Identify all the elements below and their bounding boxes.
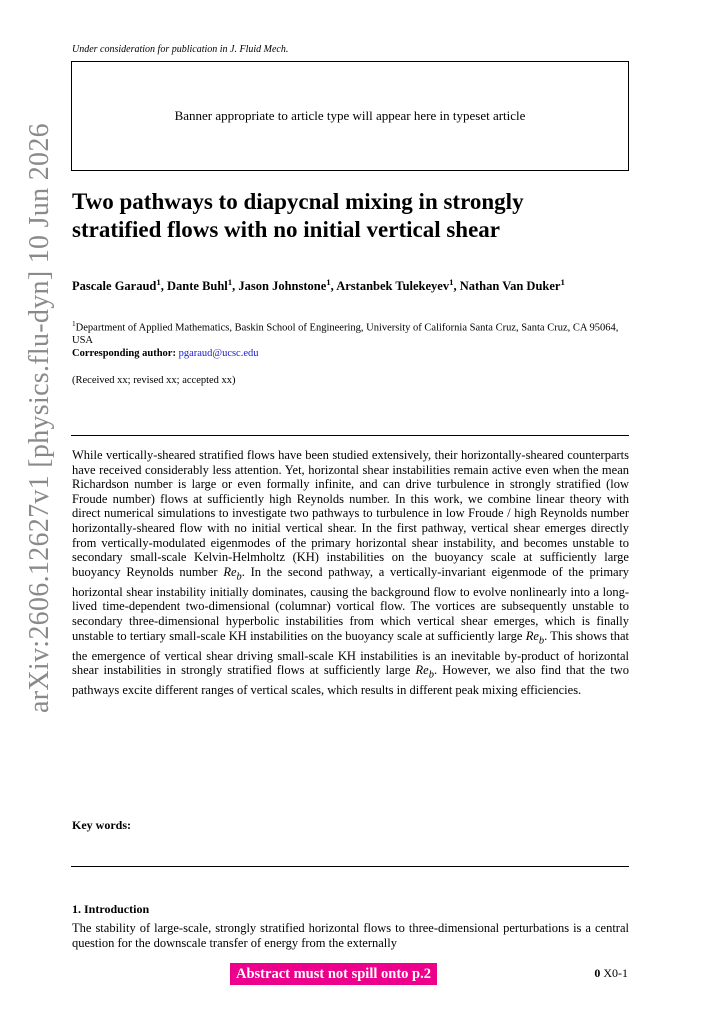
banner-text: Banner appropriate to article type will appear here in typeset article: [174, 108, 526, 123]
page-number: 0 X0-1: [594, 966, 628, 980]
received-dates: (Received xx; revised xx; accepted xx): [72, 375, 236, 386]
abstract: While vertically-sheared stratified flows have been studied extensively, their horizontally-sheared counterparts have received considerably less attention. Yet, horizontal shear instabilities remain active even when the mean Richardson number is large or even formally infinite, and can drive turbulence in strongly stratified (low Froude number) flows at sufficiently high Reynolds number. In this work, we combine linear theory with direct numerical simulations to investigate two pathways to turbulence in low Froude / high Reynolds number horizontally-sheared flow with no initial vertical shear. In the first pathway, vertical shear emerges directly from vertically-modulated eigenmodes of the primary horizontal shear instability, and becomes unstable to secondary small-scale Kelvin-Helmholtz (KH) instabilities on the buoyancy scale at sufficiently large buoyancy Reynolds number $Re_b$. In the second pathway, a vertically-invariant eigenmode of the primary horizontal shear instability initially dominates, causing the background flow to evolve nonlinearly into a long-lived time-dependent two-dimensional (columnar) vortical flow. The vortices are subsequently unstable to secondary three-dimensional hyperbolic instabilities from which vertical shear emerges, which is finally unstable to tertiary small-scale KH instabilities on the buoyancy scale at sufficiently large $Re_b$. This shows that the emergence of vertical shear driving small-scale KH instabilities is an inevitable by-product of horizontal shear instabilities in strongly stratified flows at sufficiently large $Re_b$. However, we also find that the two pathways excite different ranges of vertical scales, which results in different peak mixing efficiencies.: [72, 448, 630, 698]
journal-note: Under consideration for publication in J. Fluid Mech.: [72, 44, 289, 55]
author: Dante Buhl$^1$,: [167, 277, 239, 294]
overflow-warning-badge: Abstract must not spill onto p.2: [230, 963, 437, 985]
abstract-bottom-rule: [71, 866, 629, 867]
author-list: [72, 275, 629, 294]
reynolds-symbol: $Re_b$: [525, 628, 545, 647]
author: Pascale Garaud$^1$,: [72, 277, 167, 294]
reynolds-symbol: $Re_b$: [223, 564, 242, 583]
introduction-text: The stability of large-scale, strongly stratified horizontal flows to three-dimensional perturbations is a central question for the downscale transfer of energy from the externally: [72, 921, 629, 950]
author: Arstanbek Tulekeyev$^1$,: [336, 277, 460, 294]
section-heading-introduction: 1. Introduction: [72, 902, 150, 916]
corresponding-label: Corresponding author:: [72, 348, 176, 359]
corresponding-author: [72, 348, 259, 359]
corresponding-email-link[interactable]: pgaraud@ucsc.edu: [178, 348, 259, 359]
reynolds-symbol: $Re_b$: [415, 663, 434, 681]
author: Nathan Van Duker$^1$: [459, 277, 565, 294]
abstract-top-rule: [71, 435, 629, 436]
affiliation-number: 1: [72, 319, 76, 328]
affiliation: [72, 318, 629, 347]
arxiv-stamp-text: arXiv:2606.12627v1 [physics.flu-dyn] 10 Jun 2026: [24, 123, 55, 713]
article-banner: [71, 61, 629, 171]
affiliation-text: Department of Applied Mathematics, Baskin School of Engineering, University of California Santa Cruz, Santa Cruz, CA 95064, USA: [72, 322, 619, 346]
keywords-label: Key words:: [72, 818, 131, 832]
paper-title: Two pathways to diapycnal mixing in strongly stratified flows with no initial vertical shear: [72, 189, 524, 242]
author: Jason Johnstone$^1$,: [238, 277, 337, 294]
